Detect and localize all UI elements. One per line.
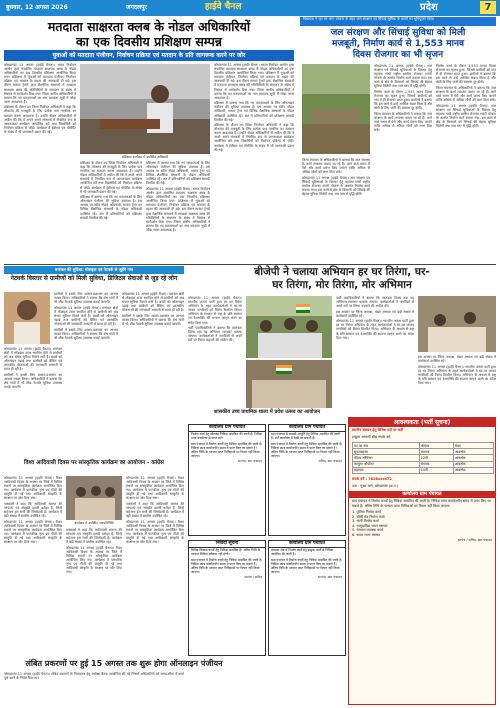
lead-headline-line-1: मतदाता साक्षरता क्लब के नोडल अधिकारियों bbox=[47, 19, 251, 34]
right-text-2c: कोण्डागांव 11 अगस्त (हाईवे चैनल)। जल संरक्षण एवं सिंचाई सुविधाओं के विस्तार हेतु महात्मा गांधी राष्ट्रीय ग्रामीण रोजगार गारंटी योजना के अंतर्गत निर्माण कार्य कराया गया। इस कार्य से क्षेत्र के किसानों को सिंचाई की बेहतर सुविधा मिलेगी तथा जल स्तर में वृद्धि होगी। bbox=[436, 103, 496, 129]
right-story-photo-1 bbox=[302, 64, 370, 154]
left-sub-text-2b: कोण्डागांव 11 अगस्त (हाईवे चैनल)। विश्व आदिवासी दिवस के अवसर पर जिले में विभिन्न स्थानों पर सांस्कृतिक कार्यक्रम आयोजित किए गए। कार्यक्रम में पारंपरिक नृत्य एवं गीतों की प्रस्तुति दी गई तथा आदिवासी संस्कृति के संरक्षण पर जोर दिया गया। bbox=[66, 545, 122, 575]
lead-photo-caption: प्रशिक्षण कार्यक्रम में उपस्थित अधिकारी bbox=[121, 155, 169, 159]
left-mid-column-2 bbox=[54, 292, 118, 457]
right-text-1b: निर्माण कार्य के दौरान 1,553 मानव दिवस रोजगार का सृजन हुआ, जिससे ग्रामीणों को गांव में ही रोजगार प्राप्त हुआ। ग्रामीणों ने बताया कि इस कार्य से उन्हें आर्थिक संबल मिला है और खेती के लिए पानी की समस्या दूर होगी। bbox=[374, 89, 432, 111]
left-sub-column-1 bbox=[4, 476, 62, 654]
advert-line-2: इच्छुक अभ्यर्थी शीघ्र संपर्क करें bbox=[352, 434, 391, 439]
newspaper-logo: हाईवे चैनल bbox=[205, 2, 242, 12]
table-row: सहायक 10वीं आकर्षक bbox=[353, 467, 494, 473]
right-story-headline bbox=[300, 28, 496, 61]
tender-box-1 bbox=[188, 424, 266, 536]
table-row: फील्ड ऑफिसर 12वीं आकर्षक bbox=[353, 455, 494, 461]
left-sub-column-2 bbox=[66, 528, 122, 654]
left-sub-text-2: वक्ताओं ने कहा कि आदिवासी समाज की परंपराएं एवं संस्कृति हमारी धरोहर हैं, जिन्हें सहेजना हम सभी की जिम्मेदारी है। कार्यक्रम में बड़ी संख्या में ग्रामीण उपस्थित रहे। bbox=[66, 528, 122, 545]
bjp-photo-1 bbox=[246, 296, 332, 358]
bjp-text-3: इस अवसर पर जिला अध्यक्ष, मंडल अध्यक्ष एवं बड़ी संख्या में कार्यकर्ता उपस्थित रहे। bbox=[418, 355, 496, 364]
recruitment-advert bbox=[348, 417, 496, 705]
tender-4-title: कार्यालय ग्राम पंचायत bbox=[269, 541, 345, 548]
right-text-1c: जिला पंचायत के अधिकारियों ने बताया कि जल संरक्षण के कार्य लगातार कराए जा रहे हैं। आने वाले समय में ऐसे और कार्य प्रारंभ किए जाएंगे ताकि अधिक से अधिक लोगों को लाभ मिल सके। bbox=[374, 111, 432, 133]
right-headline-line-2: मजबूती, निर्माण कार्य से 1,553 मानव bbox=[331, 39, 465, 49]
tender-box-4 bbox=[268, 540, 346, 656]
tender-3-body: विभिन्न विकास कार्यों हेतु निविदा आमंत्रित है। अंतिम तिथि के पश्चात निविदा स्वीकार नहीं होगी। bbox=[191, 548, 261, 556]
right-text-2: निर्माण कार्य के दौरान 1,553 मानव दिवस रोजगार का सृजन हुआ, जिससे ग्रामीणों को गांव में ही रोजगार प्राप्त हुआ। ग्रामीणों ने बताया कि इस कार्य से उन्हें आर्थिक संबल मिला है और खेती के लिए पानी की समस्या दूर होगी। bbox=[436, 64, 496, 85]
lead-text-1b: प्रशिक्षण के दौरान उप जिला निर्वाचन अधिकारी ने कहा कि लोकतंत्र की मजबूती के लिए प्रत्येक पात्र नागरिक का मतदान करना आवश्यक है। उन्होंने नोडल अधिकारियों से अपील की कि वे अपने अपने संस्थानों में नियमित रूप से जागरूकता कार्यक्रम आयोजित करें तथा विद्यार्थियों को निर्वाचन प्रक्रिया से जोड़ें। कार्यक्रम में ईवीएम एवं वीवीपैट के संबंध में भी जानकारी प्रदान की गई। bbox=[4, 105, 76, 134]
list-item: 1. पुलिया निर्माण कार्य bbox=[352, 510, 381, 515]
tender-box-3 bbox=[188, 540, 266, 656]
lead-column-1 bbox=[4, 63, 76, 263]
section-name: प्रदेश bbox=[420, 2, 438, 13]
left-sub-text-3: कोण्डागांव 11 अगस्त (हाईवे चैनल)। विश्व आदिवासी दिवस के अवसर पर जिले में विभिन्न स्थानों पर सांस्कृतिक कार्यक्रम आयोजित किए गए। कार्यक्रम में पारंपरिक नृत्य एवं गीतों की प्रस्तुति दी गई तथा आदिवासी संस्कृति के संरक्षण पर जोर दिया गया। bbox=[126, 476, 184, 501]
table-row: सुपरवाइजर स्नातक आकर्षक bbox=[353, 449, 494, 455]
bjp-text-1b: पार्टी पदाधिकारियों ने बताया कि स्वतंत्रता दिवस तक यह अभियान लगातार चलाया जाएगा। कार्यकर्ताओं ने नागरिकों से अपने घरों पर तिरंगा फहराने की अपील की। bbox=[188, 326, 242, 343]
right-column-1 bbox=[374, 64, 432, 260]
bjp-column-1 bbox=[188, 296, 242, 408]
left-sub-photo bbox=[66, 476, 122, 520]
tender-4-sign: सरपंच, ग्राम पंचायत bbox=[318, 575, 342, 580]
tender-1-body-2: ग्राम पंचायत में निर्माण कार्यों हेतु निविदा आमंत्रित की जाती है। निविदा प्रपत्र कार्यालयीन समय में प्राप्त किए जा सकते हैं। अंतिम तिथि के पश्चात प्राप्त निविदाओं पर विचार नहीं किया जाएगा। bbox=[191, 441, 263, 458]
bjp-text-2c: कोण्डागांव 11 अगस्त (हाईवे चैनल)। भारतीय जनता पार्टी द्वारा हर घर तिरंगा अभियान के तहत कार्यकर्ताओं ने घर-घर जाकर नागरिकों को तिरंगा वितरित किया। अभियान के माध्यम से राष्ट्र के प्रति सम्मान एवं देशभक्ति की भावना जागृत करने का संदेश दिया गया। bbox=[336, 319, 414, 340]
right-column-2 bbox=[436, 64, 496, 260]
tender-4-body-2: ग्राम पंचायत में निर्माण कार्यों हेतु निविदा आमंत्रित की जाती है। निविदा प्रपत्र कार्यालयीन समय में प्राप्त किए जा सकते हैं। अंतिम तिथि के पश्चात प्राप्त निविदाओं पर विचार नहीं किया जाएगा। bbox=[271, 557, 343, 574]
left-sub-text-1: कोण्डागांव 11 अगस्त (हाईवे चैनल)। विश्व आदिवासी दिवस के अवसर पर जिले में विभिन्न स्थानों पर सांस्कृतिक कार्यक्रम आयोजित किए गए। कार्यक्रम में पारंपरिक नृत्य एवं गीतों की प्रस्तुति दी गई तथा आदिवासी संस्कृति के संरक्षण पर जोर दिया गया। bbox=[4, 476, 62, 501]
bottom-headline: लंबित प्रकरणों पर हुई 15 अगस्त तक शुरू होगा ऑनलाइन पंजीयन bbox=[25, 659, 223, 668]
tender-1-sign: सरपंच, ग्राम पंचायत bbox=[238, 459, 262, 464]
lead-photo-image bbox=[80, 64, 210, 154]
tender-4-body: पंचायत क्षेत्र में निर्माण कार्य हेतु इच्छुक फर्मों से निविदा आमंत्रित की जाती है। bbox=[271, 548, 334, 556]
tender-3-title: निविदा सूचना bbox=[189, 541, 265, 548]
lead-text-2: प्रशिक्षण के दौरान उप जिला निर्वाचन अधिकारी ने कहा कि लोकतंत्र की मजबूती के लिए प्रत्येक पात्र नागरिक का मतदान करना आवश्यक है। उन्होंने नोडल अधिकारियों से अपील की कि वे अपने अपने संस्थानों में नियमित रूप से जागरूकता कार्यक्रम आयोजित करें तथा विद्यार्थियों को निर्वाचन प्रक्रिया से जोड़ें। कार्यक्रम में ईवीएम एवं वीवीपैट के संबंध में भी जानकारी प्रदान की गई। bbox=[80, 161, 142, 194]
school-photo-image bbox=[418, 296, 496, 352]
office-notice-title: कार्यालय ग्राम पंचायत bbox=[349, 491, 495, 498]
left-mid-text-3b: ग्रामीणों ने इसके लिए शासन-प्रशासन का आभार व्यक्त किया। अधिकारियों ने बताया कि शेष गांवों में भी शीघ्र नेटवर्क सुविधा उपलब्ध कराई जाएगी। bbox=[122, 313, 184, 327]
lead-text-4: कोण्डागांव 11 अगस्त (हाईवे चैनल)। भारत निर्वाचन आयोग द्वारा संचालित मतदाता साक्षरता क्लब के नोडल अधिकारियों का एक दिवसीय प्रशिक्षण आयोजित किया गया। प्रशिक्षण में युवाओं को मतदाता पंजीयन, निर्वाचन प्रक्रिया एवं मतदान के महत्व की जानकारी दी गई। इस दौरान मास्टर ट्रेनरों द्वारा शैक्षणिक संस्थानों में मतदाता साक्षरता क्लब की गतिविधियों के संचालन के संबंध में विस्तार से मार्गदर्शन दिया गया। जिला स्तरीय अधिकारियों ने बताया कि नए मतदाताओं का नाम मतदाता सूची में जोड़ा जाना आवश्यक है। bbox=[214, 63, 294, 100]
advert-contact: संपर्क करें : 7828xxxx72 bbox=[352, 477, 392, 482]
list-item: 6. शाला भवन मरम्मत bbox=[352, 532, 381, 537]
bjp-headline-line-1: बीजेपी ने चलाया अभियान हर घर तिरंगा, घर- bbox=[254, 266, 430, 278]
left-sub-headline: विश्व आदिवासी दिवस पर सांस्कृतिक कार्यक्रम का आयोजन - कांग्रेस bbox=[24, 460, 164, 466]
tender-3-body-2: ग्राम पंचायत में निर्माण कार्यों हेतु निविदा आमंत्रित की जाती है। निविदा प्रपत्र कार्यालयीन समय में प्राप्त किए जा सकते हैं। अंतिम तिथि के पश्चात प्राप्त निविदाओं पर विचार नहीं किया जाएगा। bbox=[191, 557, 263, 574]
tender-1-title: कार्यालय ग्राम पंचायत bbox=[189, 425, 265, 432]
section-divider bbox=[4, 264, 496, 265]
office-notice-body: ग्राम पंचायत में निर्माण कार्यों हेतु निविदा आमंत्रित की जाती है। निविदा प्रपत्र कार्यालयीन समय में प्राप्त किए जा सकते हैं। अंतिम तिथि के पश्चात प्राप्त निविदाओं पर विचार नहीं किया जाएगा। bbox=[352, 499, 491, 508]
group-photo-image bbox=[66, 476, 122, 520]
left-sub-text-3c: कोण्डागांव 11 अगस्त (हाईवे चैनल)। विश्व आदिवासी दिवस के अवसर पर जिले में विभिन्न स्थानों पर सांस्कृतिक कार्यक्रम आयोजित किए गए। कार्यक्रम में पारंपरिक नृत्य एवं गीतों की प्रस्तुति दी गई तथा आदिवासी संस्कृति के संरक्षण पर जोर दिया गया। bbox=[126, 519, 184, 545]
advert-title: आवश्यकता (भर्ती सूचना) bbox=[349, 418, 495, 427]
bjp-text-1: कोण्डागांव 11 अगस्त (हाईवे चैनल)। भारतीय जनता पार्टी द्वारा हर घर तिरंगा अभियान के तहत कार्यकर्ताओं ने घर-घर जाकर नागरिकों को तिरंगा वितरित किया। अभियान के माध्यम से राष्ट्र के प्रति सम्मान एवं देशभक्ति की भावना जागृत करने का संदेश दिया गया। bbox=[188, 296, 242, 325]
lead-column-4 bbox=[214, 63, 294, 263]
lead-text-1: कोण्डागांव 11 अगस्त (हाईवे चैनल)। भारत निर्वाचन आयोग द्वारा संचालित मतदाता साक्षरता क्लब के नोडल अधिकारियों का एक दिवसीय प्रशिक्षण आयोजित किया गया। प्रशिक्षण में युवाओं को मतदाता पंजीयन, निर्वाचन प्रक्रिया एवं मतदान के महत्व की जानकारी दी गई। इस दौरान मास्टर ट्रेनरों द्वारा शैक्षणिक संस्थानों में मतदाता साक्षरता क्लब की गतिविधियों के संचालन के संबंध में विस्तार से मार्गदर्शन दिया गया। जिला स्तरीय अधिकारियों ने बताया कि नए मतदाताओं का नाम मतदाता सूची में जोड़ा जाना आवश्यक है। bbox=[4, 63, 76, 104]
right-headline-line-1: जल संरक्षण और सिंचाई सुविधा को मिली bbox=[330, 28, 466, 38]
bjp-column-2 bbox=[336, 296, 414, 408]
bottom-text: कोण्डागांव 11 अगस्त (हाईवे चैनल)। लंबित प्रकरणों के निराकरण हेतु समीक्षा बैठक आयोजित की गई जिसमें अधिकारियों को समय-सीमा में कार्य पूर्ण करने के निर्देश दिए गए। bbox=[4, 672, 184, 681]
left-mid-text-2: ग्रामीणों ने इसके लिए शासन-प्रशासन का आभार व्यक्त किया। अधिकारियों ने बताया कि शेष गांवों में भी शीघ्र नेटवर्क सुविधा उपलब्ध कराई जाएगी। bbox=[54, 292, 118, 305]
right-text-0b: कोण्डागांव 11 अगस्त (हाईवे चैनल)। जल संरक्षण एवं सिंचाई सुविधाओं के विस्तार हेतु महात्मा गांधी राष्ट्रीय ग्रामीण रोजगार गारंटी योजना के अंतर्गत निर्माण कार्य कराया गया। इस कार्य से क्षेत्र के किसानों को सिंचाई की बेहतर सुविधा मिलेगी तथा जल स्तर में वृद्धि होगी। bbox=[302, 175, 370, 197]
lead-headline bbox=[4, 19, 294, 49]
right-text-2b: जिला पंचायत के अधिकारियों ने बताया कि जल संरक्षण के कार्य लगातार कराए जा रहे हैं। आने वाले समय में ऐसे और कार्य प्रारंभ किए जाएंगे ताकि अधिक से अधिक लोगों को लाभ मिल सके। bbox=[436, 85, 496, 103]
bottom-body bbox=[4, 672, 184, 706]
list-item: 2. सीसी रोड निर्माण कार्य bbox=[352, 514, 385, 519]
bjp-photo-2 bbox=[246, 360, 332, 408]
left-sub-column-3 bbox=[126, 476, 184, 654]
school-headline: शासकीय उच्च प्राथमिक शाला में प्रवेश उत्सव का आयोजन bbox=[214, 409, 320, 415]
tiranga-group-photo-image bbox=[246, 360, 332, 408]
tender-3-sign: सरपंच / सचिव bbox=[244, 575, 262, 580]
tender-2-body-2: ग्राम पंचायत में निर्माण कार्यों हेतु निविदा आमंत्रित की जाती है। निविदा प्रपत्र कार्यालयीन समय में प्राप्त किए जा सकते हैं। अंतिम तिथि के पश्चात प्राप्त निविदाओं पर विचार नहीं किया जाएगा। bbox=[271, 441, 343, 458]
office-notice-list bbox=[349, 509, 495, 538]
lead-column-2 bbox=[80, 161, 142, 263]
right-story-strip: विधायक ने 'हर घर जल' योजना के तहत जल संरक्षण एवं सिंचाई सुविधा के कार्यों का भूमिपूजन किया bbox=[300, 17, 496, 26]
lead-text-3: प्रशिक्षण में बताया गया कि नए मतदाताओं के लिए ऑनलाइन पंजीयन की सुविधा उपलब्ध है। इस अवसर पर स्वीप नोडल अधिकारी, मास्टर ट्रेनर एवं विभिन्न शैक्षणिक संस्थानों के नोडल अधिकारी उपस्थित रहे। अंत में प्रतिभागियों को प्रशिक्षण सामग्री वितरित की गई। bbox=[146, 161, 210, 186]
left-mid-text-2b: कोण्डागांव 11 अगस्त (हाईवे चैनल)। वनांचल क्षेत्रों में मोबाइल टावर स्थापित होने से ग्रामीणों को अब संचार सुविधा मिलने लगी है। बच्चों को ऑनलाइन पढ़ाई तथा ग्रामीणों को बैंकिंग एवं शासकीय योजनाओं की जानकारी आसानी से प्राप्त हो रही है। bbox=[54, 305, 118, 327]
left-mid-text-3: कोण्डागांव 11 अगस्त (हाईवे चैनल)। वनांचल क्षेत्रों में मोबाइल टावर स्थापित होने से ग्रामीणों को अब संचार सुविधा मिलने लगी है। बच्चों को ऑनलाइन पढ़ाई तथा ग्रामीणों को बैंकिंग एवं शासकीय योजनाओं की जानकारी आसानी से प्राप्त हो रही है। bbox=[122, 292, 184, 313]
left-mid-text-1: कोण्डागांव 11 अगस्त (हाईवे चैनल)। वनांचल क्षेत्रों में मोबाइल टावर स्थापित होने से ग्रामीणों को अब संचार सुविधा मिलने लगी है। बच्चों को ऑनलाइन पढ़ाई तथा ग्रामीणों को बैंकिंग एवं शासकीय योजनाओं की जानकारी आसानी से प्राप्त हो रही है। bbox=[4, 347, 62, 372]
landscape-photo-image bbox=[302, 64, 370, 154]
lead-text-4c: प्रशिक्षण के दौरान उप जिला निर्वाचन अधिकारी ने कहा कि लोकतंत्र की मजबूती के लिए प्रत्येक पात्र नागरिक का मतदान करना आवश्यक है। उन्होंने नोडल अधिकारियों से अपील की कि वे अपने अपने संस्थानों में नियमित रूप से जागरूकता कार्यक्रम आयोजित करें तथा विद्यार्थियों को निर्वाचन प्रक्रिया से जोड़ें। कार्यक्रम में ईवीएम एवं वीवीपैट के संबंध में भी जानकारी प्रदान की गई। bbox=[214, 123, 294, 152]
list-item: 4. सामुदायिक भवन मरम्मत bbox=[352, 523, 388, 528]
right-text-0: जिला पंचायत के अधिकारियों ने बताया कि जल संरक्षण के कार्य लगातार कराए जा रहे हैं। आने वाले समय में ऐसे और कार्य प्रारंभ किए जाएंगे ताकि अधिक से अधिक लोगों को लाभ मिल सके। bbox=[302, 158, 370, 175]
lead-subhead: युवाओं को मतदाता पंजीयन, निर्वाचन प्रक्रिया एवं मतदान के प्रति जागरूक करने पर जोर bbox=[4, 50, 294, 61]
left-sub-text-3b: वक्ताओं ने कहा कि आदिवासी समाज की परंपराएं एवं संस्कृति हमारी धरोहर हैं, जिन्हें सहेजना हम सभी की जिम्मेदारी है। कार्यक्रम में बड़ी संख्या में ग्रामीण उपस्थित रहे। bbox=[126, 501, 184, 519]
advert-line-1: स्थानीय संस्थान हेतु विभिन्न पदों पर भर्ती bbox=[352, 428, 403, 432]
lead-headline-line-2: का एक दिवसीय प्रशिक्षण सम्पन्न bbox=[75, 34, 223, 49]
right-column-0 bbox=[302, 158, 370, 260]
bjp-text-3b: कोण्डागांव 11 अगस्त (हाईवे चैनल)। भारतीय जनता पार्टी द्वारा हर घर तिरंगा अभियान के तहत कार्यकर्ताओं ने घर-घर जाकर नागरिकों को तिरंगा वितरित किया। अभियान के माध्यम से राष्ट्र के प्रति सम्मान एवं देशभक्ति की भावना जागृत करने का संदेश दिया गया। bbox=[418, 364, 496, 385]
edition-city: जगदलपुर bbox=[126, 4, 147, 11]
lead-column-3 bbox=[146, 161, 210, 263]
tender-box-2 bbox=[268, 424, 346, 536]
bjp-text-2b: इस अवसर पर जिला अध्यक्ष, मंडल अध्यक्ष एवं बड़ी संख्या में कार्यकर्ता उपस्थित रहे। bbox=[336, 309, 414, 318]
lead-photo bbox=[80, 64, 210, 154]
tender-2-body: ग्राम पंचायत में सामग्री आपूर्ति हेतु निविदा आमंत्रित की जाती है। शर्तें कार्यालय में देखी जा सकती हैं। bbox=[271, 432, 340, 440]
left-mid-tag: वनांचल की सुविधा: मोबाइल एवं नेटवर्क से जुड़ेंगे गांव bbox=[4, 266, 184, 274]
bjp-photo-3 bbox=[418, 296, 496, 352]
list-item: 5. पेयजल व्यवस्था कार्य bbox=[352, 528, 383, 533]
left-sub-photo-caption: कार्यक्रम में उपस्थित जनप्रतिनिधि bbox=[74, 521, 114, 525]
list-item: 3. नाली निर्माण कार्य bbox=[352, 519, 379, 524]
advert-address: पता : मुख्य मार्ग, कोण्डागांव (छ.ग.) bbox=[352, 483, 399, 488]
left-mid-headline: नेटवर्क विस्तार से ग्रामीणों को मिली सुविधा, डिजिटल सेवाओं से जुड़ रहे लोग bbox=[10, 275, 178, 282]
tiranga-rally-photo-image bbox=[246, 296, 332, 358]
left-sub-text-1b: वक्ताओं ने कहा कि आदिवासी समाज की परंपराएं एवं संस्कृति हमारी धरोहर हैं, जिन्हें सहेजना हम सभी की जिम्मेदारी है। कार्यक्रम में बड़ी संख्या में ग्रामीण उपस्थित रहे। bbox=[4, 501, 62, 519]
right-text-1: कोण्डागांव 11 अगस्त (हाईवे चैनल)। जल संरक्षण एवं सिंचाई सुविधाओं के विस्तार हेतु महात्मा गांधी राष्ट्रीय ग्रामीण रोजगार गारंटी योजना के अंतर्गत निर्माण कार्य कराया गया। इस कार्य से क्षेत्र के किसानों को सिंचाई की बेहतर सुविधा मिलेगी तथा जल स्तर में वृद्धि होगी। bbox=[374, 64, 432, 89]
tender-2-sign: सचिव, ग्राम पंचायत bbox=[318, 459, 342, 464]
masthead-bar bbox=[0, 0, 500, 16]
lead-text-2b: प्रशिक्षण में बताया गया कि नए मतदाताओं के लिए ऑनलाइन पंजीयन की सुविधा उपलब्ध है। इस अवसर पर स्वीप नोडल अधिकारी, मास्टर ट्रेनर एवं विभिन्न शैक्षणिक संस्थानों के नोडल अधिकारी उपस्थित रहे। अंत में प्रतिभागियों को प्रशिक्षण सामग्री वितरित की गई। bbox=[80, 195, 142, 220]
tender-2-title: कार्यालय ग्राम पंचायत bbox=[269, 425, 345, 432]
left-sub-text-1c: कोण्डागांव 11 अगस्त (हाईवे चैनल)। विश्व आदिवासी दिवस के अवसर पर जिले में विभिन्न स्थानों पर सांस्कृतिक कार्यक्रम आयोजित किए गए। कार्यक्रम में पारंपरिक नृत्य एवं गीतों की प्रस्तुति दी गई तथा आदिवासी संस्कृति के संरक्षण पर जोर दिया गया। bbox=[4, 519, 62, 545]
left-mid-column-3 bbox=[122, 292, 184, 457]
lead-text-4b: प्रशिक्षण में बताया गया कि नए मतदाताओं के लिए ऑनलाइन पंजीयन की सुविधा उपलब्ध है। इस अवसर पर स्वीप नोडल अधिकारी, मास्टर ट्रेनर एवं विभिन्न शैक्षणिक संस्थानों के नोडल अधिकारी उपस्थित रहे। अंत में प्रतिभागियों को प्रशिक्षण सामग्री वितरित की गई। bbox=[214, 101, 294, 122]
lead-text-3b: कोण्डागांव 11 अगस्त (हाईवे चैनल)। भारत निर्वाचन आयोग द्वारा संचालित मतदाता साक्षरता क्लब के नोडल अधिकारियों का एक दिवसीय प्रशिक्षण आयोजित किया गया। प्रशिक्षण में युवाओं को मतदाता पंजीयन, निर्वाचन प्रक्रिया एवं मतदान के महत्व की जानकारी दी गई। इस दौरान मास्टर ट्रेनरों द्वारा शैक्षणिक संस्थानों में मतदाता साक्षरता क्लब की गतिविधियों के संचालन के संबंध में विस्तार से मार्गदर्शन दिया गया। जिला स्तरीय अधिकारियों ने बताया कि नए मतदाताओं का नाम मतदाता सूची में जोड़ा जाना आवश्यक है। bbox=[146, 186, 210, 232]
table-row: कंप्यूटर ऑपरेटर स्नातक आकर्षक bbox=[353, 461, 494, 467]
bjp-text-2: पार्टी पदाधिकारियों ने बताया कि स्वतंत्रता दिवस तक यह अभियान लगातार चलाया जाएगा। कार्यकर्ताओं ने नागरिकों से अपने घरों पर तिरंगा फहराने की अपील की। bbox=[336, 296, 414, 309]
bjp-column-3 bbox=[418, 355, 496, 408]
right-headline-line-3: दिवस रोजगार का भी सृजन bbox=[352, 50, 444, 60]
issue-date: बुधवार, 12 अगस्त 2026 bbox=[6, 4, 68, 11]
tender-1-body: निर्माण कार्य हेतु सीलबंद निविदा आमंत्रित की जाती है। निविदा प्रपत्र कार्यालय से प्राप्त करें। bbox=[191, 432, 263, 440]
left-mid-text-2c: ग्रामीणों ने इसके लिए शासन-प्रशासन का आभार व्यक्त किया। अधिकारियों ने बताया कि शेष गांवों में भी शीघ्र नेटवर्क सुविधा उपलब्ध कराई जाएगी। bbox=[54, 327, 118, 340]
left-mid-photo bbox=[4, 292, 50, 344]
advert-table bbox=[352, 442, 494, 474]
left-mid-text-1b: ग्रामीणों ने इसके लिए शासन-प्रशासन का आभार व्यक्त किया। अधिकारियों ने बताया कि शेष गांवों में भी शीघ्र नेटवर्क सुविधा उपलब्ध कराई जाएगी। bbox=[4, 372, 62, 390]
page-number: 7 bbox=[480, 1, 496, 14]
portrait-photo-image bbox=[4, 292, 50, 344]
office-notice-sign: सरपंच / सचिव, ग्राम पंचायत bbox=[457, 538, 492, 543]
bjp-headline-line-2: घर तिरंगा, मोर तिरंगा, मोर अभिमान bbox=[272, 279, 412, 291]
bjp-headline bbox=[188, 266, 496, 292]
table-row: पद का नाम योग्यता वेतन bbox=[353, 443, 494, 449]
